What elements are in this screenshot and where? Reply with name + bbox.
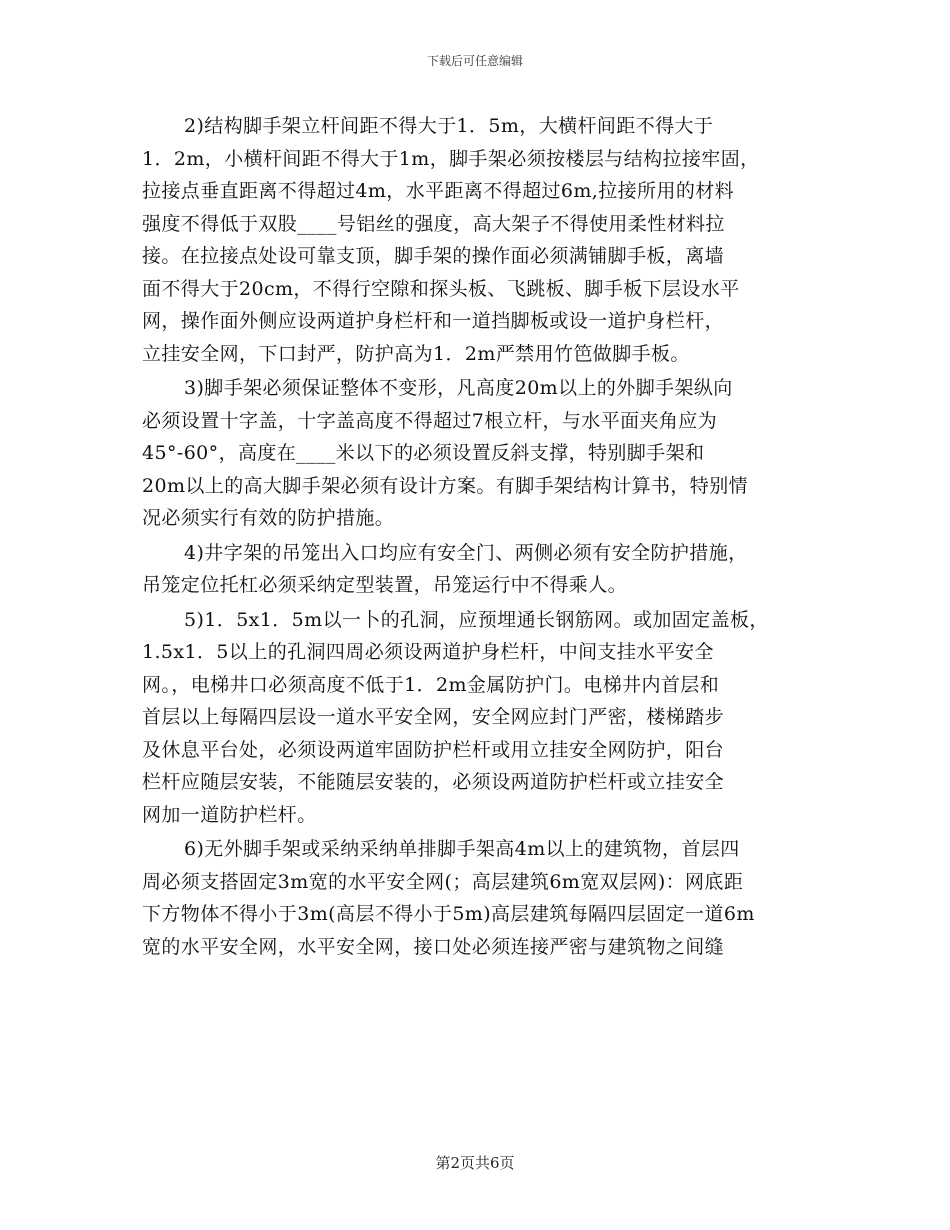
paragraph-item-4 <box>142 537 810 602</box>
text-line: 6)无外脚手架或采纳采纳单排脚手架高4m以上的建筑物，首层四 <box>184 838 740 860</box>
page-header: 下载后可任意编辑 <box>426 54 523 68</box>
paragraph-item-5 <box>142 604 810 832</box>
text-line: 20m以上的高大脚手架必须有设计方案。有脚手架结构计算书，特别情 <box>142 474 748 497</box>
text-line: 栏杆应随层安装，不能随层安装的，必须设两道防护栏杆或立挂安全 <box>142 771 725 793</box>
text-line: 况必须实行有效的防护措施。 <box>142 507 395 529</box>
text-line: 45°-60°，高度在____米以下的必须设置反斜支撑，特别脚手架和 <box>142 442 705 464</box>
text-line: 面不得大于20cm，不得行空隙和探头板、飞跳板、脚手板下层设水平 <box>142 277 740 300</box>
text-line: 立挂安全网，下口封严，防护高为1．2m严禁用竹笆做脚手板。 <box>142 342 690 365</box>
text-line: 网。，电梯井口必须高度不低于1．2m金属防护门。电梯井内首层和 <box>142 673 720 696</box>
text-line: 周必须支搭固定3m宽的水平安全网(；高层建筑6m宽双层网)：网底距 <box>142 870 744 893</box>
text-line: 2)结构脚手架立杆间距不得大于1．5m，大横杆间距不得大于 <box>184 115 714 137</box>
text-line: 5)1．5x1．5m以一卜的孔洞，应预埋通长钢筋网。或加固定盖板， <box>184 608 769 631</box>
page-number: 第2页共6页 <box>435 1154 515 1172</box>
text-line: 3)脚手架必须保证整体不变形，凡高度20m以上的外脚手架纵向 <box>184 377 733 399</box>
paragraph-item-3 <box>142 372 810 535</box>
text-line: 必须设置十字盖，十字盖高度不得超过7根立杆，与水平面夹角应为 <box>142 409 718 432</box>
text-line: 首层以上每隔四层设一道水平安全网，安全网应封门严密，楼梯踏步 <box>142 706 725 728</box>
text-line: 强度不得低于双股____号铝丝的强度，高大架子不得使用柔性材料拉 <box>142 212 725 235</box>
text-line: 及休息平台处，必须设两道牢固防护栏杆或用立挂安全网防护，阳台 <box>142 738 725 761</box>
text-line: 拉接点垂直距离不得超过4m，水平距离不得超过6m,拉接所用的材料 <box>142 180 735 202</box>
text-line: 下方物体不得小于3m(高层不得小于5m)高层建筑每隔四层固定一道6m <box>142 903 755 925</box>
text-line: 网加一道防护栏杆。 <box>142 803 317 826</box>
text-line: 1．2m，小横杆间距不得大于1m，脚手架必须按楼层与结构拉接牢固， <box>142 147 760 170</box>
text-line: 接。在拉接点处设可靠支顶，脚手架的操作面必须满铺脚手板，离墙 <box>142 245 725 267</box>
paragraph-item-2 <box>142 110 810 370</box>
text-line: 网，操作面外侧应设两道护身栏杆和一道挡脚板或设一道护身栏杆， <box>142 310 725 332</box>
document-body <box>142 110 810 963</box>
text-line: 宽的水平安全网，水平安全网，接口处必须连接严密与建筑物之间缝 <box>142 935 725 958</box>
text-line: 1.5x1．5以上的孔洞四周必须设两道护身栏杆，中间支挂水平安全 <box>142 641 714 663</box>
text-line: 4)井字架的吊笼出入口均应有安全门、两侧必须有安全防护措施， <box>184 541 748 564</box>
paragraph-item-6 <box>142 833 810 963</box>
text-line: 吊笼定位托杠必须采纳定型装置，吊笼运行中不得乘人。 <box>142 574 628 596</box>
